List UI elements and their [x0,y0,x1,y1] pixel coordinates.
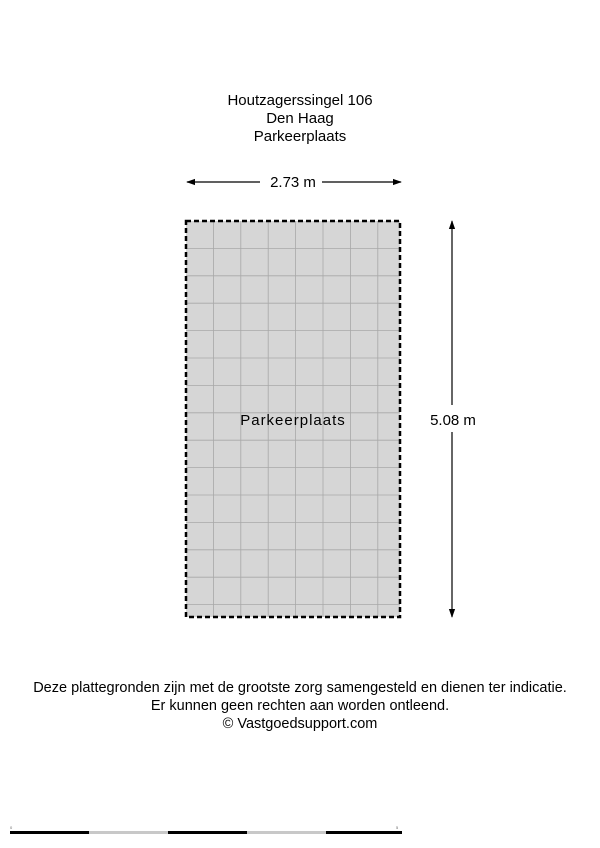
address-title: Houtzagerssingel 106 [227,92,373,109]
scale-bar-start-label: 0 [10,825,13,830]
height-dimension-label: 5.08 m [430,412,476,429]
city-title: Den Haag [266,110,334,127]
scale-bar-segment [168,831,247,834]
scale-bar-end-label: 5 [396,825,399,830]
disclaimer-line-1: Deze plattegronden zijn met de grootste zorg samengesteld en dienen ter indicatie. [33,680,567,696]
scale-bar-segment [89,831,168,834]
scale-bar-segment [247,831,326,834]
disclaimer-line-2: Er kunnen geen rechten aan worden ontleend. [150,698,450,714]
width-dimension-label: 2.73 m [270,174,316,191]
floor-title: Parkeerplaats [253,128,347,145]
scale-bar-segment [326,831,402,834]
room-label: Parkeerplaats [240,412,346,429]
disclaimer [0,679,600,733]
copyright-notice: © Vastgoedsupport.com [222,716,378,732]
scale-bar [10,825,402,834]
scale-bar-segment [10,831,89,834]
